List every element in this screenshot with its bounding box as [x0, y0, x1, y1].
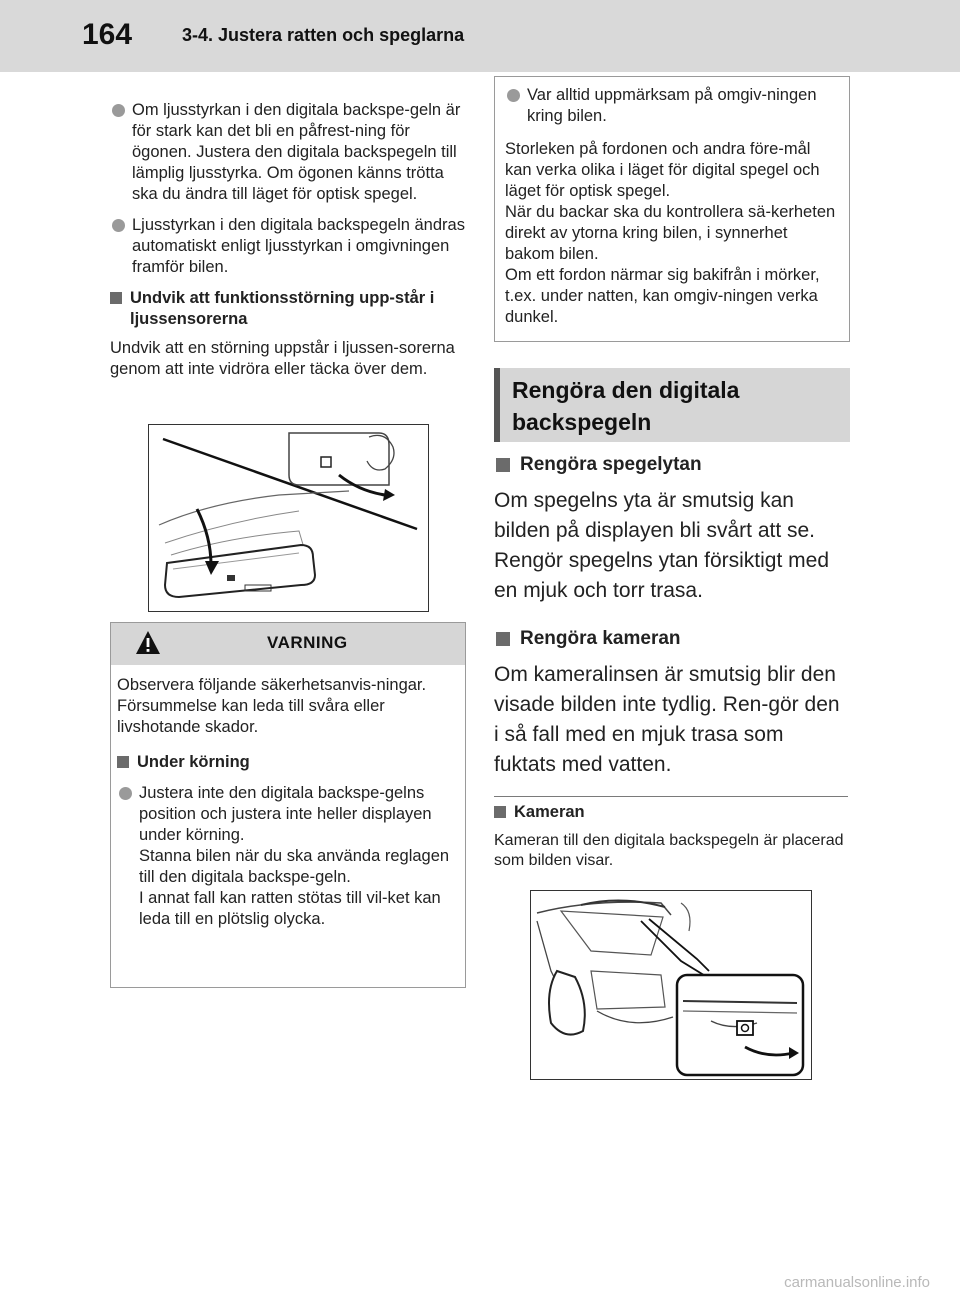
- page-number: 164: [82, 18, 133, 51]
- camera-location-illustration: [530, 890, 812, 1080]
- subhead-camera: [494, 802, 850, 823]
- bullet-text: Var alltid uppmärksam på omgiv-ningen kring bilen.: [527, 86, 817, 125]
- square-bullet-icon: [496, 632, 510, 646]
- subhead-text: Under körning: [137, 753, 250, 771]
- subhead-clean-mirror: [494, 452, 850, 478]
- car-rear-drawing-icon: [531, 891, 811, 1079]
- chapter-title: 3-4. Justera ratten och speglarna: [182, 25, 465, 45]
- subhead-light-sensors: [110, 288, 470, 330]
- paragraph-clean-mirror: Om spegelns yta är smutsig kan bilden på displayen bli svårt att se. Rengör spegelns ytan försiktigt med en mjuk och torr trasa.: [494, 489, 830, 602]
- mirror-illustration: [148, 424, 429, 612]
- paragraph-light-sensors: Undvik att en störning uppstår i ljussen-sorerna genom att inte vidröra eller täcka över dem.: [110, 339, 455, 378]
- cleaning-instructions: [494, 452, 850, 800]
- warning-triangle-icon: [135, 630, 161, 655]
- bullet-dot-icon: [112, 219, 125, 232]
- divider: [494, 796, 848, 797]
- warning-label: VARNING: [267, 633, 348, 652]
- bullet-dot-icon: [507, 89, 520, 102]
- bullet-dot-icon: [112, 104, 125, 117]
- info-paragraph: Storleken på fordonen och andra före-mål kan verka olika i läget för digital spegel och läget för optisk spegel. När du backar ska du kontrollera sä-kerheten direkt av ytorna kring bilen, i synnerhet bakom bilen. Om ett fordon närmar sig bakifrån i mörker, t.ex. under natten, kan omgiv-ningen verka dunkel.: [505, 140, 836, 326]
- square-bullet-icon: [496, 458, 510, 472]
- section-heading: [494, 368, 850, 442]
- bullet-brightness-auto: [110, 215, 470, 278]
- subhead-clean-camera: [494, 626, 850, 652]
- bullet-text: Justera inte den digitala backspe-gelns position och justera inte heller displayen under körning. Stanna bilen när du ska använda reglagen till den digitala backspe-geln. I annat fall kan ratten stötas till vil-ket kan leda till en plötslig olycka.: [139, 784, 450, 928]
- subhead-text: Undvik att funktionsstörning upp-står i ljussensorerna: [130, 289, 435, 328]
- subhead-text: Kameran: [514, 803, 585, 821]
- bullet-text: Om ljusstyrkan i den digitala backspe-geln är för stark kan det bli en påfrest-ning för ögonen. Justera den digitala backspegeln till lämplig ljusstyrka. Om ögonen känns trötta ska du ändra till läget för optisk spegel.: [132, 101, 461, 203]
- square-bullet-icon: [110, 292, 122, 304]
- camera-block: [494, 802, 850, 871]
- bullet-text: Ljusstyrkan i den digitala backspegeln ändras automatiskt enligt ljusstyrkan i omgivningen framför bilen.: [132, 216, 465, 276]
- subhead-text: Rengöra kameran: [520, 628, 681, 649]
- paragraph-clean-camera: Om kameralinsen är smutsig blir den visade bilden inte tydlig. Ren-gör den i så fall med en mjuk trasa som fuktats med vatten.: [494, 663, 840, 776]
- bullet-brightness-strain: [110, 100, 470, 205]
- section-title: Rengöra den digitala backspegeln: [512, 377, 740, 435]
- square-bullet-icon: [494, 806, 506, 818]
- bullet-dot-icon: [119, 787, 132, 800]
- warning-header: [111, 623, 465, 665]
- warning-intro: Observera följande säkerhetsanvis-ningar. Försummelse kan leda till svåra eller livshotande skador.: [117, 676, 427, 736]
- header-band: [0, 0, 960, 72]
- info-bullet: [505, 85, 841, 127]
- subhead-text: Rengöra spegelytan: [520, 454, 702, 475]
- warning-subhead: [117, 752, 459, 773]
- warning-box: [110, 622, 466, 988]
- square-bullet-icon: [117, 756, 129, 768]
- left-column: [110, 100, 470, 380]
- warning-bullet: [117, 783, 459, 930]
- warning-body: [111, 665, 465, 930]
- mirror-drawing-icon: [149, 425, 428, 611]
- info-box: [494, 76, 850, 342]
- watermark: carmanualsonline.info: [784, 1274, 930, 1291]
- paragraph-camera: Kameran till den digitala backspegeln är placerad som bilden visar.: [494, 832, 844, 869]
